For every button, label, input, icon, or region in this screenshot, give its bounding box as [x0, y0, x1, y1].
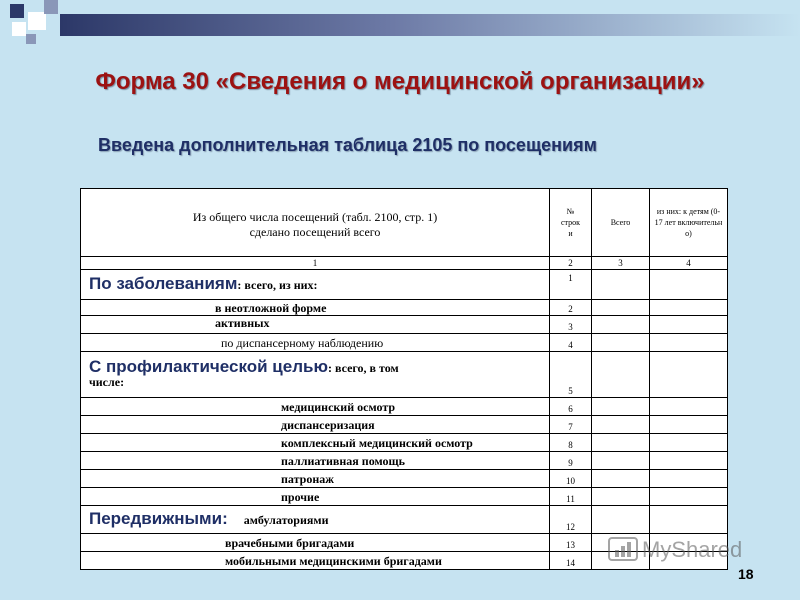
slide-title: Форма 30 «Сведения о медицинской организации» — [95, 68, 705, 95]
decor-square-2 — [28, 12, 46, 30]
row-label: мобильными медицинскими бригадами — [81, 552, 550, 570]
header-total: Всего — [592, 189, 650, 257]
row-label: медицинский осмотр — [81, 398, 550, 416]
table-row — [81, 470, 728, 488]
row-children-cell — [650, 470, 728, 488]
table-row — [81, 334, 728, 352]
row-number: 9 — [550, 452, 592, 470]
row-number: 7 — [550, 416, 592, 434]
row-number: 11 — [550, 488, 592, 506]
row-total-cell — [592, 398, 650, 416]
decor-square-4 — [12, 22, 26, 36]
row-number: 3 — [550, 316, 592, 334]
row-children-cell — [650, 452, 728, 470]
watermark-logo-icon — [608, 537, 638, 563]
table-row — [81, 270, 728, 300]
row-label: прочие — [81, 488, 550, 506]
row-children-cell — [650, 270, 728, 300]
row-total-cell — [592, 352, 650, 398]
row-children-cell — [650, 416, 728, 434]
row-label-text-line2: числе: — [89, 375, 125, 389]
table-row — [81, 316, 728, 334]
row-label-text: : всего, из них: — [237, 278, 318, 292]
row-label: диспансеризация — [81, 416, 550, 434]
table-row — [81, 488, 728, 506]
row-total-cell — [592, 470, 650, 488]
decor-gradient-bar — [60, 14, 800, 36]
row-total-cell — [592, 334, 650, 352]
row-total-cell — [592, 434, 650, 452]
col-number: 1 — [81, 257, 550, 270]
row-total-cell — [592, 270, 650, 300]
row-total-cell — [592, 452, 650, 470]
table-row — [81, 300, 728, 316]
row-label — [81, 270, 550, 300]
row-number: 5 — [550, 352, 592, 398]
row-label-text: : всего, в том — [327, 361, 399, 375]
row-total-cell — [592, 316, 650, 334]
row-total-cell — [592, 488, 650, 506]
table-row — [81, 506, 728, 534]
row-number: 12 — [550, 506, 592, 534]
decor-square-5 — [26, 34, 36, 44]
decor-square-1 — [10, 4, 24, 18]
row-children-cell — [650, 398, 728, 416]
row-label: в неотложной форме — [81, 300, 550, 316]
table-row — [81, 452, 728, 470]
row-label-text: амбулаториями — [243, 513, 329, 527]
header-children: из них: к детям (0-17 лет включительн о) — [650, 189, 728, 257]
row-label: активных — [81, 316, 550, 334]
row-number: 8 — [550, 434, 592, 452]
col-number: 2 — [550, 257, 592, 270]
table-row — [81, 434, 728, 452]
table-row — [81, 398, 728, 416]
watermark — [608, 537, 742, 563]
row-number: 6 — [550, 398, 592, 416]
row-number: 14 — [550, 552, 592, 570]
row-number: 1 — [550, 270, 592, 300]
row-label: комплексный медицинский осмотр — [81, 434, 550, 452]
row-number: 4 — [550, 334, 592, 352]
header-row-no: № строк и — [550, 189, 592, 257]
row-number: 13 — [550, 534, 592, 552]
page-number: 18 — [738, 566, 754, 582]
row-children-cell — [650, 352, 728, 398]
row-label: патронаж — [81, 470, 550, 488]
header-main-line1: Из общего числа посещений (табл. 2100, стр. 1) — [192, 209, 438, 224]
row-total-cell — [592, 416, 650, 434]
row-children-cell — [650, 488, 728, 506]
row-total-cell — [592, 300, 650, 316]
col-number: 3 — [592, 257, 650, 270]
row-label: по диспансерному наблюдению — [81, 334, 550, 352]
row-label — [81, 352, 550, 398]
table-row — [81, 352, 728, 398]
table-header-row — [81, 189, 728, 257]
row-category-label: По заболеваниям — [89, 274, 238, 293]
row-children-cell — [650, 316, 728, 334]
row-label — [81, 506, 550, 534]
watermark-text: MyShared — [642, 537, 743, 562]
row-children-cell — [650, 300, 728, 316]
decor-square-3 — [44, 0, 58, 14]
row-label: врачебными бригадами — [81, 534, 550, 552]
row-total-cell — [592, 506, 650, 534]
header-main-line2: сделано посещений всего — [249, 224, 381, 239]
visits-table — [80, 188, 728, 570]
col-number: 4 — [650, 257, 728, 270]
row-children-cell — [650, 434, 728, 452]
row-children-cell — [650, 506, 728, 534]
table-row — [81, 416, 728, 434]
row-number: 10 — [550, 470, 592, 488]
row-label: паллиативная помощь — [81, 452, 550, 470]
row-number: 2 — [550, 300, 592, 316]
row-category-label: Передвижными: — [89, 509, 228, 528]
row-children-cell — [650, 334, 728, 352]
column-numbers-row — [81, 257, 728, 270]
slide-subtitle: Введена дополнительная таблица 2105 по посещениям — [98, 135, 597, 155]
row-category-label: С профилактической целью — [89, 357, 328, 376]
header-main — [81, 189, 550, 257]
